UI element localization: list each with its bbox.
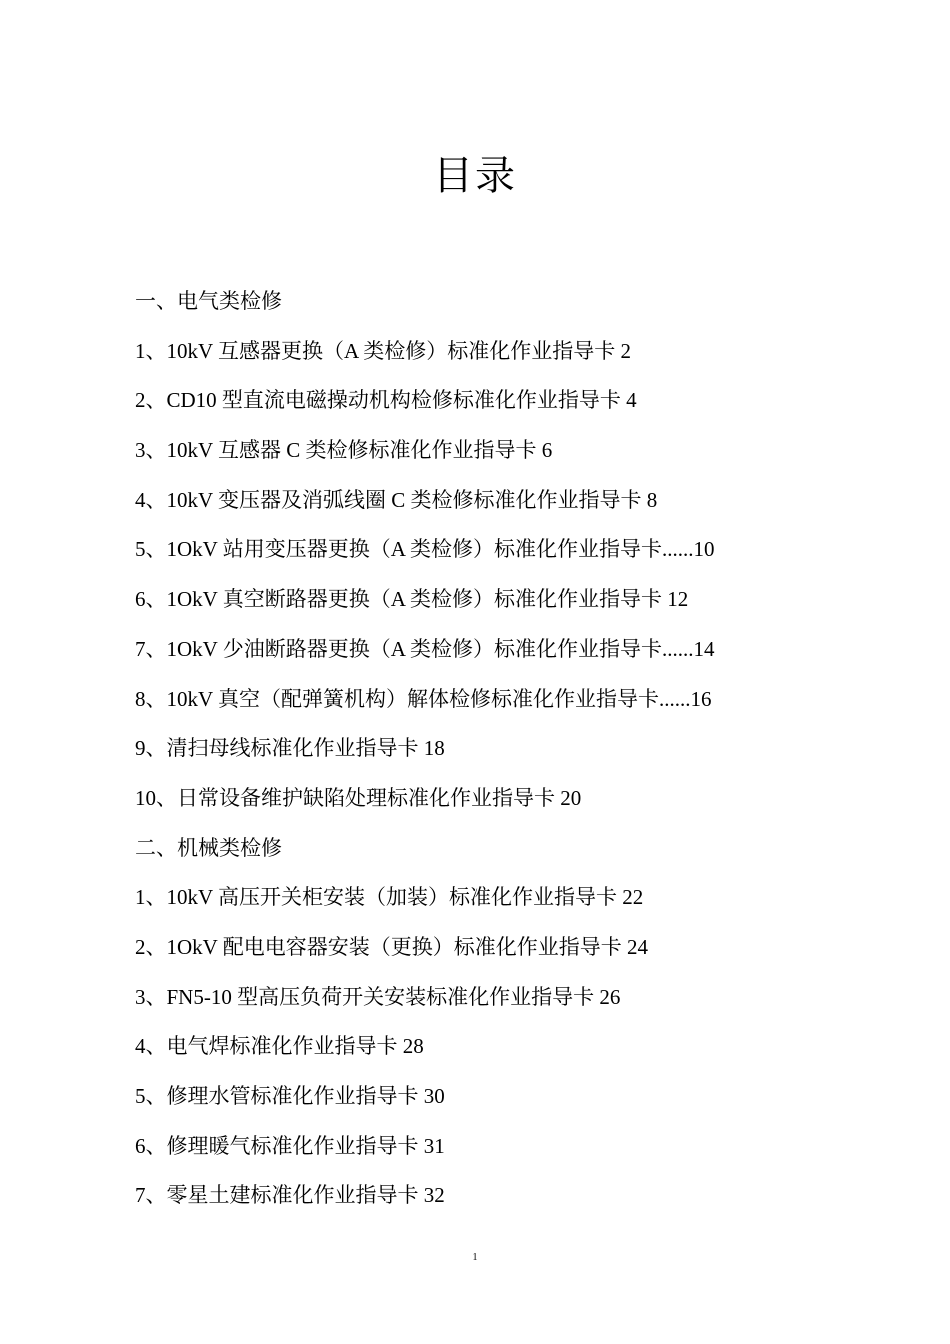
- toc-entry: 7、零星土建标准化作业指导卡 32: [135, 1183, 445, 1208]
- toc-entry: 3、FN5-10 型高压负荷开关安装标准化作业指导卡 26: [135, 984, 621, 1009]
- toc-entry: 7、1OkV 少油断路器更换（A 类检修）标准化作业指导卡......14: [135, 636, 715, 661]
- page-title: 目录: [433, 153, 517, 198]
- toc-entry: 6、1OkV 真空断路器更换（A 类检修）标准化作业指导卡 12: [135, 587, 689, 612]
- toc-entry: 2、CD10 型直流电磁操动机构检修标准化作业指导卡 4: [135, 388, 637, 413]
- table-of-contents: [135, 286, 835, 1230]
- toc-entry: 10、日常设备维护缺陷处理标准化作业指导卡 20: [135, 785, 582, 810]
- toc-entry: 3、10kV 互感器 C 类检修标准化作业指导卡 6: [135, 438, 553, 463]
- toc-entry: 4、10kV 变压器及消弧线圈 C 类检修标准化作业指导卡 8: [135, 487, 658, 512]
- toc-entry: 2、1OkV 配电电容器安装（更换）标准化作业指导卡 24: [135, 934, 648, 959]
- toc-entry: 1、10kV 互感器更换（A 类检修）标准化作业指导卡 2: [135, 338, 632, 363]
- toc-section-heading: 二、机械类检修: [135, 835, 282, 860]
- toc-entry: 6、修理暖气标准化作业指导卡 31: [135, 1133, 445, 1158]
- page-number: 1: [472, 1252, 478, 1263]
- toc-entry: 4、电气焊标准化作业指导卡 28: [135, 1034, 424, 1059]
- toc-entry: 9、清扫母线标准化作业指导卡 18: [135, 736, 445, 761]
- toc-entry: 5、1OkV 站用变压器更换（A 类检修）标准化作业指导卡......10: [135, 537, 715, 562]
- toc-entry: 8、10kV 真空（配弹簧机构）解体检修标准化作业指导卡......16: [135, 686, 712, 711]
- toc-entry: 1、10kV 高压开关柜安装（加装）标准化作业指导卡 22: [135, 885, 644, 910]
- toc-entry: 5、修理水管标准化作业指导卡 30: [135, 1084, 445, 1108]
- toc-section-heading: 一、电气类检修: [135, 289, 282, 313]
